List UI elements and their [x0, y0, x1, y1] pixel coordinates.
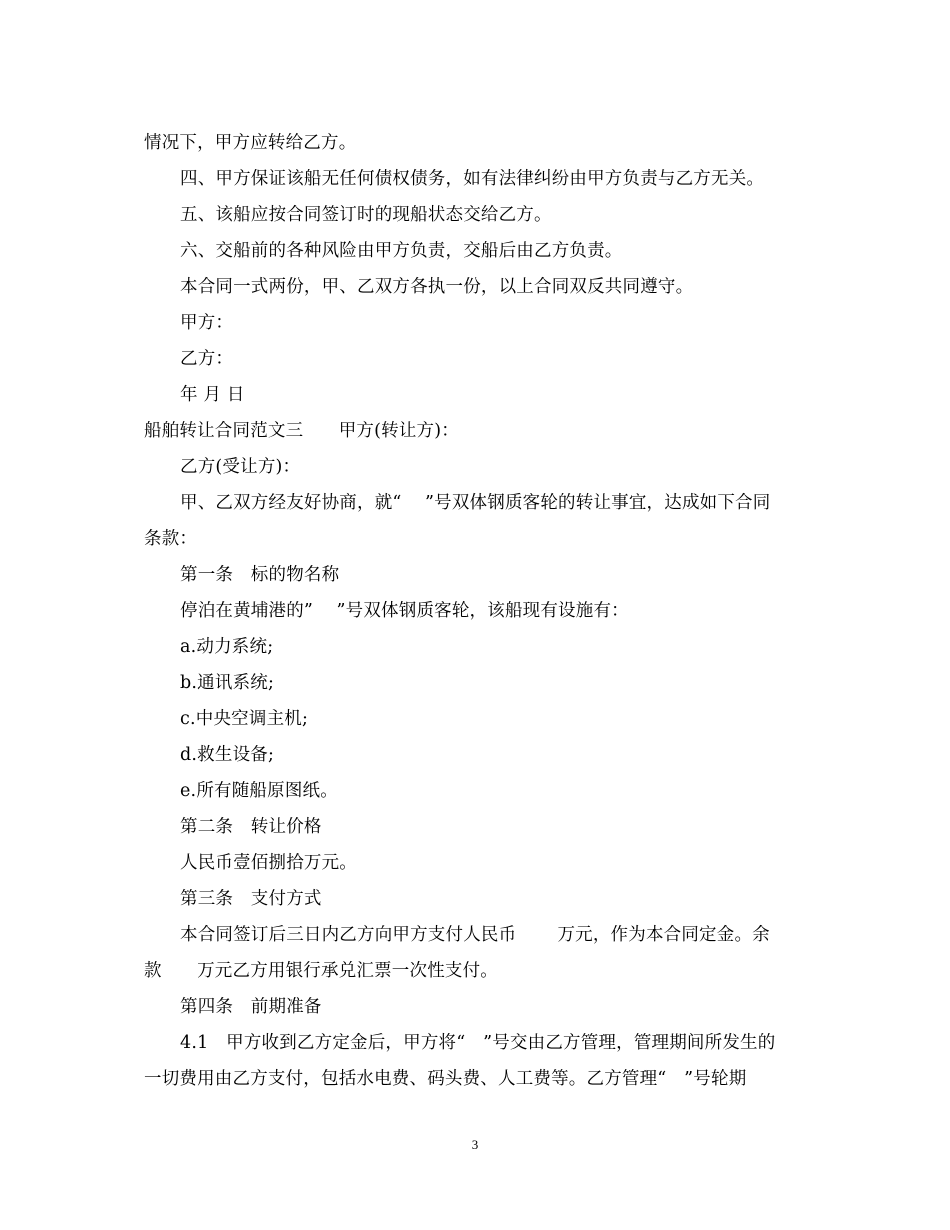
text-line: 4.1 甲方收到乙方定金后，甲方将“ ”号交由乙方管理，管理期间所发生的: [180, 1033, 776, 1053]
text-line: 人民币壹佰捌拾万元。: [180, 853, 357, 873]
list-item: d.救生设备;: [180, 745, 275, 765]
list-item: a.动力系统;: [180, 637, 274, 657]
text-line: 甲、乙双方经友好协商，就“ ”号双体钢质客轮的转让事宜，达成如下合同: [180, 493, 771, 513]
clause-heading: 第二条 转让价格: [180, 817, 322, 837]
list-item: b.通讯系统;: [180, 673, 275, 693]
clause-heading: 第三条 支付方式: [180, 889, 322, 909]
text-line: 本合同一式两份，甲、乙双方各执一份，以上合同双反共同遵守。: [180, 277, 694, 297]
text-line: 年 月 日: [180, 385, 245, 405]
section-heading: 船舶转让合同范文三 甲方(转让方)：: [144, 421, 459, 441]
text-line: 条款：: [144, 529, 198, 549]
text-line: 情况下，甲方应转给乙方。: [144, 133, 357, 153]
text-line: 五、该船应按合同签订时的现船状态交给乙方。: [180, 205, 552, 225]
text-line: 一切费用由乙方支付，包括水电费、码头费、人工费等。乙方管理“ ”号轮期: [144, 1069, 747, 1089]
text-line: 款 万元乙方用银行承兑汇票一次性支付。: [144, 961, 498, 981]
list-item: e.所有随船原图纸。: [180, 781, 338, 801]
text-line: 乙方：: [180, 349, 234, 369]
page-number: 3: [471, 1137, 479, 1152]
text-line: 甲方：: [180, 313, 234, 333]
text-line: 乙方(受让方)：: [180, 457, 301, 477]
text-line: 四、甲方保证该船无任何债权债务，如有法律纠纷由甲方负责与乙方无关。: [180, 169, 765, 189]
clause-heading: 第四条 前期准备: [180, 997, 322, 1017]
text-line: 本合同签订后三日内乙方向甲方支付人民币 万元，作为本合同定金。余: [180, 925, 770, 945]
list-item: c.中央空调主机;: [180, 709, 309, 729]
text-line: 六、交船前的各种风险由甲方负责，交船后由乙方负责。: [180, 241, 623, 261]
text-line: 停泊在黄埔港的” ”号双体钢质客轮，该船现有设施有：: [180, 601, 629, 621]
clause-heading: 第一条 标的物名称: [180, 565, 340, 585]
